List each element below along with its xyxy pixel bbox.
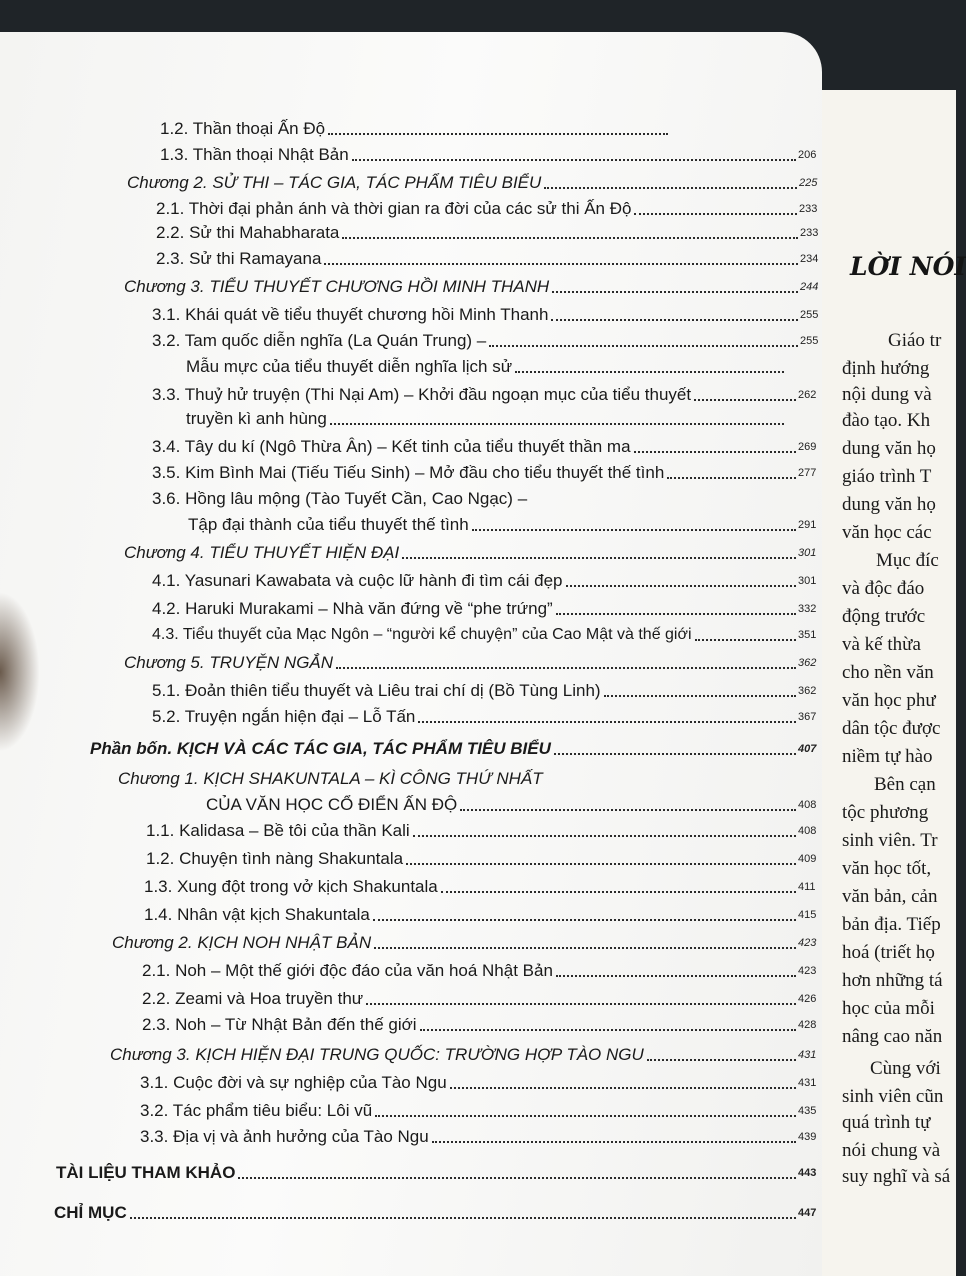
dot-leader [544, 187, 797, 189]
toc-entry-page: 206 [798, 149, 817, 161]
toc-entry-page: 428 [798, 1019, 817, 1031]
toc-entry-label: 2.2. Sử thi Mahabharata [156, 223, 340, 242]
toc-entry-label: 2.1. Noh – Một thế giới độc đáo của văn hoá Nhật Bản [142, 961, 553, 980]
toc-entry-label: 3.4. Tây du kí (Ngô Thừa Ân) – Kết tinh của tiểu thuyết thần ma [152, 437, 631, 456]
toc-entry-label: 1.4. Nhân vật kịch Shakuntala [144, 905, 370, 924]
toc-entry-page: 255 [800, 309, 819, 321]
dot-leader [374, 947, 796, 949]
toc-entry-page: 431 [798, 1077, 817, 1089]
dot-leader [402, 557, 796, 559]
toc-chapter[interactable] [112, 932, 817, 954]
toc-entry-label: Chương 4. TIỂU THUYẾT HIỆN ĐẠI [124, 543, 400, 562]
dot-leader [336, 667, 796, 669]
toc-entry-label: 1.3. Thần thoại Nhật Bản [160, 145, 349, 164]
toc-entry-label: 3.3. Thuỷ hử truyện (Thi Nại Am) – Khởi đầu ngoạn mục của tiểu thuyết [152, 385, 692, 404]
toc-entry-label: 4.2. Haruki Murakami – Nhà văn đứng về “phe trứng” [152, 599, 553, 618]
dot-leader [604, 695, 796, 697]
toc-entry[interactable] [152, 598, 817, 620]
toc-entry-page: 277 [798, 467, 817, 479]
right-page-line: nói chung và [842, 1140, 941, 1161]
toc-entry-label: 3.1. Khái quát về tiểu thuyết chương hồi Minh Thanh [152, 305, 549, 324]
dot-leader [342, 237, 798, 239]
toc-entry-label: Chương 5. TRUYỆN NGẮN [124, 653, 334, 672]
dot-leader [694, 399, 796, 401]
toc-page [0, 32, 822, 1276]
right-page-line: và độc đáo [842, 578, 925, 599]
right-page-line: Mục đíc [876, 550, 939, 571]
toc-entry-page: 408 [798, 825, 817, 837]
right-page-line: giáo trình T [842, 466, 932, 487]
toc-entry-page: 415 [798, 909, 817, 921]
toc-entry-page: 269 [798, 441, 817, 453]
toc-entry-label: 4.3. Tiểu thuyết của Mạc Ngôn – “người kể chuyện” của Cao Mật và thế giới [152, 626, 692, 643]
toc-entry-page: 262 [798, 389, 817, 401]
toc-entry[interactable] [152, 384, 817, 406]
toc-entry-label: 2.3. Sử thi Ramayana [156, 249, 322, 268]
toc-entry[interactable] [140, 1126, 817, 1148]
dot-leader [515, 371, 784, 373]
toc-entry-page: 301 [798, 547, 817, 559]
right-page-line: tộc phương [842, 802, 929, 823]
toc-entry-label: 1.1. Kalidasa – Bề tôi của thần Kali [146, 821, 410, 840]
toc-entry-page: 439 [798, 1131, 817, 1143]
dot-leader [566, 585, 797, 587]
toc-entry-label: CỦA VĂN HỌC CỔ ĐIỂN ẤN ĐỘ [206, 795, 458, 814]
toc-entry-page: 411 [798, 881, 816, 893]
toc-entry[interactable] [146, 820, 817, 842]
toc-chapter[interactable] [127, 172, 818, 194]
toc-entry-page: 362 [798, 685, 817, 697]
toc-chapter[interactable] [124, 542, 817, 564]
toc-entry[interactable] [152, 330, 819, 352]
toc-entry-page: 426 [798, 993, 817, 1005]
dot-leader [130, 1217, 796, 1219]
right-page-line: Giáo tr [888, 330, 942, 351]
toc-entry-label: 5.2. Truyện ngắn hiện đại – Lỗ Tấn [152, 707, 416, 726]
toc-entry[interactable] [142, 960, 817, 982]
toc-entry[interactable] [140, 1100, 817, 1122]
toc-entry-page: 291 [798, 519, 817, 531]
dot-leader [418, 721, 796, 723]
dot-leader [238, 1177, 796, 1179]
dot-leader [647, 1059, 796, 1061]
toc-entry[interactable] [156, 198, 818, 220]
toc-entry-label: 3.2. Tam quốc diễn nghĩa (La Quán Trung) – [152, 331, 487, 350]
toc-entry[interactable] [152, 570, 817, 592]
toc-entry[interactable] [152, 680, 817, 702]
toc-entry-label: 2.1. Thời đại phản ánh và thời gian ra đời của các sử thi Ấn Độ [156, 199, 632, 218]
dot-leader [413, 835, 796, 837]
right-page [818, 90, 966, 1276]
toc-entry-page: 431 [798, 1049, 817, 1061]
toc-entry[interactable] [152, 624, 817, 646]
toc-entry-page: 234 [800, 253, 819, 265]
right-page-line: văn học phư [842, 690, 936, 711]
right-page-line: văn học tốt, [842, 858, 932, 879]
dot-leader [373, 919, 796, 921]
toc-entry-page: 351 [798, 629, 817, 641]
dot-leader [441, 891, 796, 893]
right-page-line: định hướng [842, 358, 930, 379]
right-page-line: hoá (triết họ [842, 942, 935, 963]
toc-entry-page: 423 [798, 965, 817, 977]
table-of-contents [0, 32, 822, 1276]
toc-entry-label: 4.1. Yasunari Kawabata và cuộc lữ hành đi tìm cái đẹp [152, 571, 563, 590]
right-page-line: văn học các [842, 522, 932, 543]
toc-entry-label: CHỈ MỤC [54, 1203, 127, 1222]
toc-entry-label: Phần bốn. KỊCH VÀ CÁC TÁC GIA, TÁC PHẨM TIÊU BIỂU [90, 739, 551, 758]
right-page-line: động trước [842, 606, 926, 627]
toc-entry-page: 244 [800, 281, 819, 293]
toc-entry-page: 407 [798, 743, 817, 755]
toc-entry-label: 2.2. Zeami và Hoa truyền thư [142, 989, 364, 1008]
toc-entry-continued[interactable] [186, 356, 786, 378]
right-page-line: đào tạo. Kh [842, 410, 931, 431]
toc-entry-page: 233 [800, 227, 819, 239]
toc-entry-continued[interactable] [188, 514, 817, 536]
toc-entry[interactable] [146, 848, 817, 870]
dot-leader [450, 1087, 796, 1089]
toc-entry-continued[interactable] [186, 408, 786, 430]
right-page-line: niềm tự hào [842, 746, 933, 767]
toc-entry[interactable] [144, 876, 816, 898]
toc-chapter[interactable] [124, 276, 819, 298]
toc-index[interactable] [54, 1202, 817, 1224]
toc-entry-page: 443 [798, 1167, 817, 1179]
right-page-line: nội dung và [842, 384, 932, 405]
right-page-line: bản địa. Tiếp [842, 914, 941, 935]
toc-part[interactable] [90, 738, 817, 760]
toc-entry-page: 362 [798, 657, 817, 669]
toc-entry-label: 1.2. Chuyện tình nàng Shakuntala [146, 849, 404, 868]
dot-leader [328, 133, 668, 135]
dot-leader [406, 863, 796, 865]
dot-leader [552, 291, 798, 293]
toc-entry-page: 435 [798, 1105, 817, 1117]
right-page-title: LỜI NÓI [850, 252, 966, 281]
toc-entry-page: 423 [798, 937, 817, 949]
dot-leader [432, 1141, 796, 1143]
toc-entry-label: 3.5. Kim Bình Mai (Tiếu Tiếu Sinh) – Mở đầu cho tiểu thuyết thế tình [152, 463, 665, 482]
toc-entry-page: 367 [798, 711, 817, 723]
toc-entry-label: truyền kì anh hùng [186, 409, 327, 428]
right-page-line: quá trình tự [842, 1112, 931, 1133]
toc-entry-label: 3.3. Địa vị và ảnh hưởng của Tào Ngu [140, 1127, 429, 1146]
dot-leader [352, 159, 796, 161]
toc-entry-page: 408 [798, 799, 817, 811]
dot-leader [556, 613, 796, 615]
dot-leader [472, 529, 796, 531]
right-page-line: học của mỗi [842, 998, 935, 1019]
toc-entry[interactable] [152, 488, 772, 510]
toc-entry[interactable] [160, 144, 817, 166]
dot-leader [489, 345, 798, 347]
toc-entry-label: Chương 3. TIỂU THUYẾT CHƯƠNG HỒI MINH THANH [124, 277, 550, 296]
toc-entry-label: 1.3. Xung đột trong vở kịch Shakuntala [144, 877, 438, 896]
toc-entry[interactable] [142, 988, 817, 1010]
toc-entry-label: 5.1. Đoản thiên tiểu thuyết và Liêu trai chí dị (Bồ Tùng Linh) [152, 681, 601, 700]
toc-entry[interactable] [152, 304, 819, 326]
right-page-line: hơn những tá [842, 970, 943, 991]
toc-entry[interactable] [152, 706, 817, 728]
right-page-line: sinh viên. Tr [842, 830, 938, 851]
toc-entry-label: Mẫu mực của tiểu thuyết diễn nghĩa lịch sử [186, 357, 513, 376]
toc-entry-label: 1.2. Thần thoại Ấn Độ [160, 119, 326, 138]
right-page-line: dung văn họ [842, 438, 936, 459]
dot-leader [667, 477, 796, 479]
right-page-line: cho nền văn [842, 662, 934, 683]
toc-entry[interactable] [152, 436, 817, 458]
toc-entry[interactable] [140, 1072, 817, 1094]
dot-leader [375, 1115, 796, 1117]
dot-leader [634, 213, 797, 215]
dot-leader [556, 975, 796, 977]
toc-entry[interactable] [156, 248, 819, 270]
right-page-line: và kế thừa [842, 634, 921, 655]
toc-entry-page: 255 [800, 335, 819, 347]
toc-entry-label: 3.6. Hồng lâu mộng (Tào Tuyết Cần, Cao Ngạc) – [152, 489, 528, 508]
toc-entry-label: 3.2. Tác phẩm tiêu biểu: Lôi vũ [140, 1101, 373, 1120]
toc-entry-label: Chương 3. KỊCH HIỆN ĐẠI TRUNG QUỐC: TRƯỜNG HỢP TÀO NGU [110, 1045, 644, 1064]
toc-entry-page: 447 [798, 1207, 817, 1219]
toc-entry-label: Chương 2. SỬ THI – TÁC GIA, TÁC PHẨM TIÊU BIỂU [127, 173, 542, 192]
dot-leader [366, 1003, 796, 1005]
dot-leader [420, 1029, 796, 1031]
right-page-line: suy nghĩ và sá [842, 1166, 951, 1187]
toc-entry[interactable] [156, 222, 819, 244]
dot-leader [324, 263, 798, 265]
toc-entry-page: 409 [798, 853, 817, 865]
toc-entry-page: 332 [798, 603, 817, 615]
dot-leader [330, 423, 784, 425]
toc-entry-page: 301 [798, 575, 817, 587]
dot-leader [554, 753, 796, 755]
toc-entry-label: Chương 2. KỊCH NOH NHẬT BẢN [112, 933, 372, 952]
dot-leader [695, 639, 796, 641]
dot-leader [551, 319, 798, 321]
toc-references[interactable] [56, 1162, 817, 1184]
toc-entry-label: 2.3. Noh – Từ Nhật Bản đến thế giới [142, 1015, 417, 1034]
right-page-line: dung văn họ [842, 494, 936, 515]
toc-entry-continued[interactable] [206, 794, 817, 816]
toc-entry-label: Tập đại thành của tiểu thuyết thế tình [188, 515, 469, 534]
right-page-line: sinh viên cũn [842, 1086, 944, 1107]
toc-chapter[interactable]: Chương 1. KỊCH SHAKUNTALA – KÌ CÔNG THỨ NHẤT [118, 769, 543, 788]
right-page-line: dân tộc được [842, 718, 941, 739]
right-page-line: nâng cao năn [842, 1026, 943, 1047]
toc-chapter[interactable] [124, 652, 817, 674]
right-page-line: văn bản, cản [842, 886, 938, 907]
toc-entry-page: 233 [799, 203, 818, 215]
toc-entry[interactable] [144, 904, 817, 926]
toc-entry-page: 225 [799, 177, 818, 189]
toc-entry[interactable] [160, 118, 670, 140]
toc-entry-label: TÀI LIỆU THAM KHẢO [56, 1163, 236, 1182]
toc-chapter[interactable] [110, 1044, 817, 1066]
right-page-line: Cùng với [870, 1058, 941, 1079]
right-page-line: Bên cạn [874, 774, 936, 795]
dot-leader [460, 809, 796, 811]
toc-entry-label: 3.1. Cuộc đời và sự nghiệp của Tào Ngu [140, 1073, 447, 1092]
toc-entry[interactable] [142, 1014, 817, 1036]
dot-leader [634, 451, 796, 453]
toc-entry[interactable] [152, 462, 817, 484]
